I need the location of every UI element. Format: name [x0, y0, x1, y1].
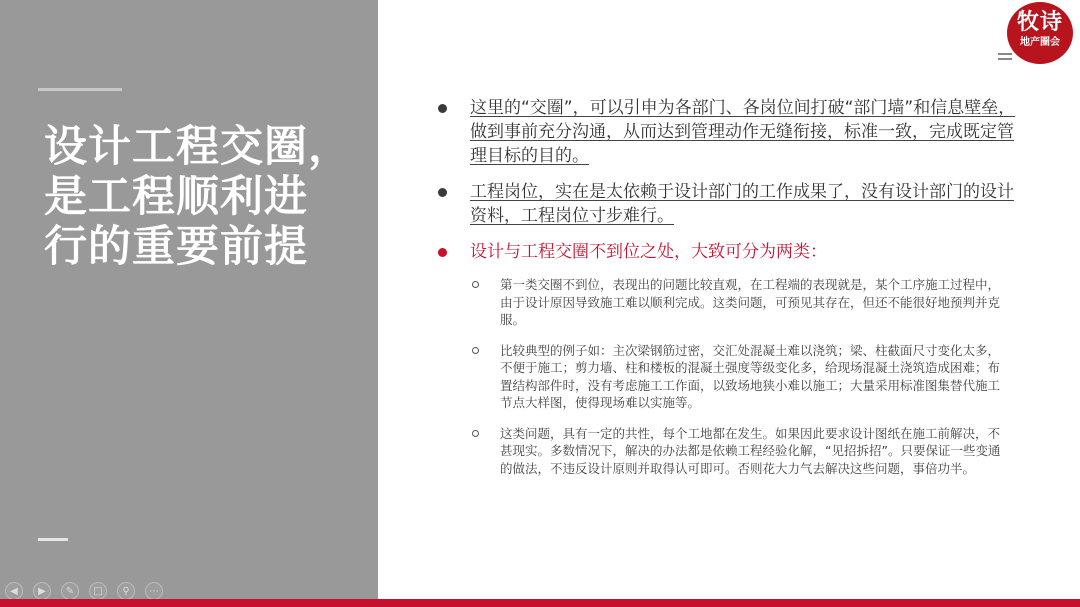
sub-list-item: [470, 342, 1010, 412]
hollow-bullet-icon: [472, 281, 479, 288]
title-line-2: 是工程顺利进: [44, 172, 308, 222]
more-icon[interactable]: ⋯: [145, 582, 163, 600]
decorative-line-bottom: [38, 538, 68, 541]
bullet-dot-icon: [438, 104, 447, 113]
sub-list: [470, 276, 1010, 477]
bullet-text: 工程岗位，实在是太依赖于设计部门的工作成果了，没有设计部门的设计资料，工程岗位寸步难行。: [470, 182, 1014, 226]
bullet-item: [438, 96, 1018, 168]
title-line-1: 设计工程交圈，: [44, 122, 352, 172]
bullet-text: 设计与工程交圈不到位之处，大致可分为两类：: [470, 242, 827, 262]
pen-icon[interactable]: ✎: [61, 582, 79, 600]
bottom-accent-bar: [0, 599, 1080, 607]
menu-icon[interactable]: [998, 53, 1012, 63]
slide-title: [44, 122, 364, 272]
content-area: [438, 96, 1018, 490]
hollow-bullet-icon: [472, 347, 479, 354]
bullet-item-highlight: [438, 240, 1018, 264]
sub-list-item: [470, 276, 1010, 329]
prev-icon[interactable]: ◀: [5, 582, 23, 600]
sub-item-text: 比较典型的例子如：主次梁钢筋过密，交汇处混凝土难以浇筑；梁、柱截面尺寸变化太多，不便于施工；剪力墙、柱和楼板的混凝土强度等级变化多，给现场混凝土浇筑造成困难；布置结构部件时，没有考虑施工工作面，以致场地狭小难以施工；大量采用标准图集替代施工节点大样图，使得现场难以实施等。: [500, 342, 1001, 410]
title-line-3: 行的重要前提: [44, 222, 308, 272]
slides-icon[interactable]: □: [89, 582, 107, 600]
left-panel: [0, 0, 378, 600]
bullet-dot-icon: [438, 248, 447, 257]
bullet-dot-icon: [438, 188, 447, 197]
slideshow-toolbar: [5, 582, 163, 600]
sub-list-item: [470, 425, 1010, 478]
sub-item-text: 第一类交圈不到位，表现出的问题比较直观，在工程端的表现就是，某个工序施工过程中，由于设计原因导致施工难以顺利完成。这类问题，可预见其存在，但还不能很好地预判并克服。: [500, 277, 1001, 327]
bullet-item: [438, 180, 1018, 228]
sub-item-text: 这类问题，具有一定的共性，每个工地都在发生。如果因此要求设计图纸在施工前解决，不甚现实。多数情况下，解决的办法都是依赖工程经验化解，“见招拆招”。只要保证一些变通的做法，不违反设计原则并取得认可即可。否则花大力气去解决这些问题，事倍功半。: [500, 425, 1001, 476]
bullet-text: 这里的“交圈”，可以引申为各部门、各岗位间打破“部门墙”和信息壁垒，做到事前充分沟通，从而达到管理动作无缝衔接，标准一致，完成既定管理目标的目的。: [470, 98, 1016, 166]
next-icon[interactable]: ▶: [33, 582, 51, 600]
logo-sub-text: 地产圈会: [1020, 37, 1060, 48]
logo-main-text: 牧诗: [1016, 10, 1063, 35]
zoom-icon[interactable]: ⚲: [117, 582, 135, 600]
brand-logo: [1007, 2, 1073, 64]
hollow-bullet-icon: [472, 430, 479, 437]
decorative-line-top: [38, 88, 122, 91]
